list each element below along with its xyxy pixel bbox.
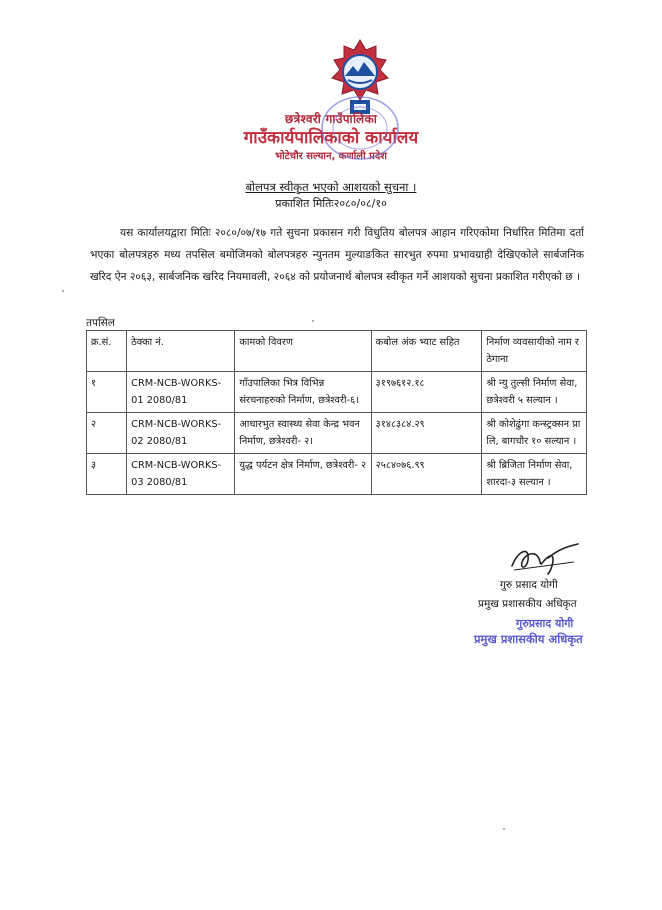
stamp-signatory-designation: प्रमुख प्रशासकीय अधिकृत <box>474 632 583 646</box>
scan-speck <box>312 320 314 322</box>
notice-body: यस कार्यालयद्वारा मितिः २०८०/०७/१७ गते सुचना प्रकासन गरी विधुतिय बोलपत्र आहान गरिएकोमा निर्धारित मितिमा दर्ता भएका बोलपत्रहरु मध्य तपसिल बमोजिमको बोलपत्रहरु न्युनतम मुल्याङकित सारभुत रुपमा प्रभावग्राही देखिएकोले सार्बजनिक खरिद ऐन २०६३, सार्बजनिक खरिद नियमावली, २०६४ को प्रयोजनार्थ बोलपत्र स्वीकृत गर्ने आशयको सुचना प्रकाशित गरीएको छ । <box>90 227 584 283</box>
signature-icon <box>508 540 580 576</box>
header-contract: ठेक्का नं. <box>127 331 235 372</box>
cell-amount: ३१९७६१२.१८ <box>371 372 482 413</box>
office-municipality-name: छत्रेश्वरी गाउँपालिका <box>284 112 378 126</box>
table-row <box>87 454 587 495</box>
cell-work: युद्ध पर्यटन क्षेत्र निर्माण, छत्रेश्वरी- २ <box>235 454 371 495</box>
stamp-signatory-name: गुरुप्रसाद योगी <box>516 617 574 630</box>
header-sn: क्र.सं. <box>87 331 127 372</box>
cell-sn: ३ <box>87 454 127 495</box>
cell-contract: CRM-NCB-WORKS-02 2080/81 <box>127 413 235 454</box>
cell-contract: CRM-NCB-WORKS-01 2080/81 <box>127 372 235 413</box>
table-header-row <box>87 331 587 372</box>
cell-sn: २ <box>87 413 127 454</box>
notice-title-text: बोलपत्र स्वीकृत भएको आशयको सुचना । <box>245 180 417 194</box>
cell-sn: १ <box>87 372 127 413</box>
signatory-designation: प्रमुख प्रशासकीय अधिकृत <box>478 598 577 610</box>
notice-title <box>0 180 662 195</box>
header-builder: निर्माण व्यवसायीको नाम र ठेगाना <box>482 331 587 372</box>
office-title: गाउँकार्यपालिकाको कार्यालय <box>243 128 419 148</box>
cell-builder: श्री ब्रिजिता निर्माण सेवा, शारदा-३ सल्यान । <box>482 454 587 495</box>
published-date: प्रकाशित मितिः२०८०/०८/१० <box>275 197 387 210</box>
scan-speck <box>503 828 505 830</box>
municipality-emblem-icon <box>326 38 394 120</box>
cell-work: गाँउपालिका भित्र विभिन्न संरचनाहरुको निर्माण, छत्रेश्वरी-६। <box>235 372 371 413</box>
tender-table <box>86 330 587 495</box>
cell-amount: ३१४८३८४.२९ <box>371 413 482 454</box>
signatory-name: गुरु प्रसाद योगी <box>500 579 558 591</box>
header-work: कामको विवरण <box>235 331 371 372</box>
cell-amount: २५८४०७६.९९ <box>371 454 482 495</box>
cell-builder: श्री कोशेढुंगा कन्स्ट्रक्सन प्रा लि, बागचौर १० सल्यान । <box>482 413 587 454</box>
cell-builder: श्री न्यु तुल्सी निर्माण सेवा, छत्रेश्वरी ५ सल्यान । <box>482 372 587 413</box>
cell-contract: CRM-NCB-WORKS-03 2080/81 <box>127 454 235 495</box>
table-caption: तपसिल <box>86 317 115 329</box>
office-address: भोटेचौर सल्यान, कर्णाली प्रदेश <box>275 151 387 162</box>
header-amount: कबोल अंक भ्याट सहित <box>371 331 482 372</box>
cell-work: आधारभुत स्वास्थ्य सेवा केन्द्र भवन निर्माण, छत्रेश्वरी- २। <box>235 413 371 454</box>
table-row <box>87 413 587 454</box>
scan-speck <box>62 290 64 292</box>
table-row <box>87 372 587 413</box>
